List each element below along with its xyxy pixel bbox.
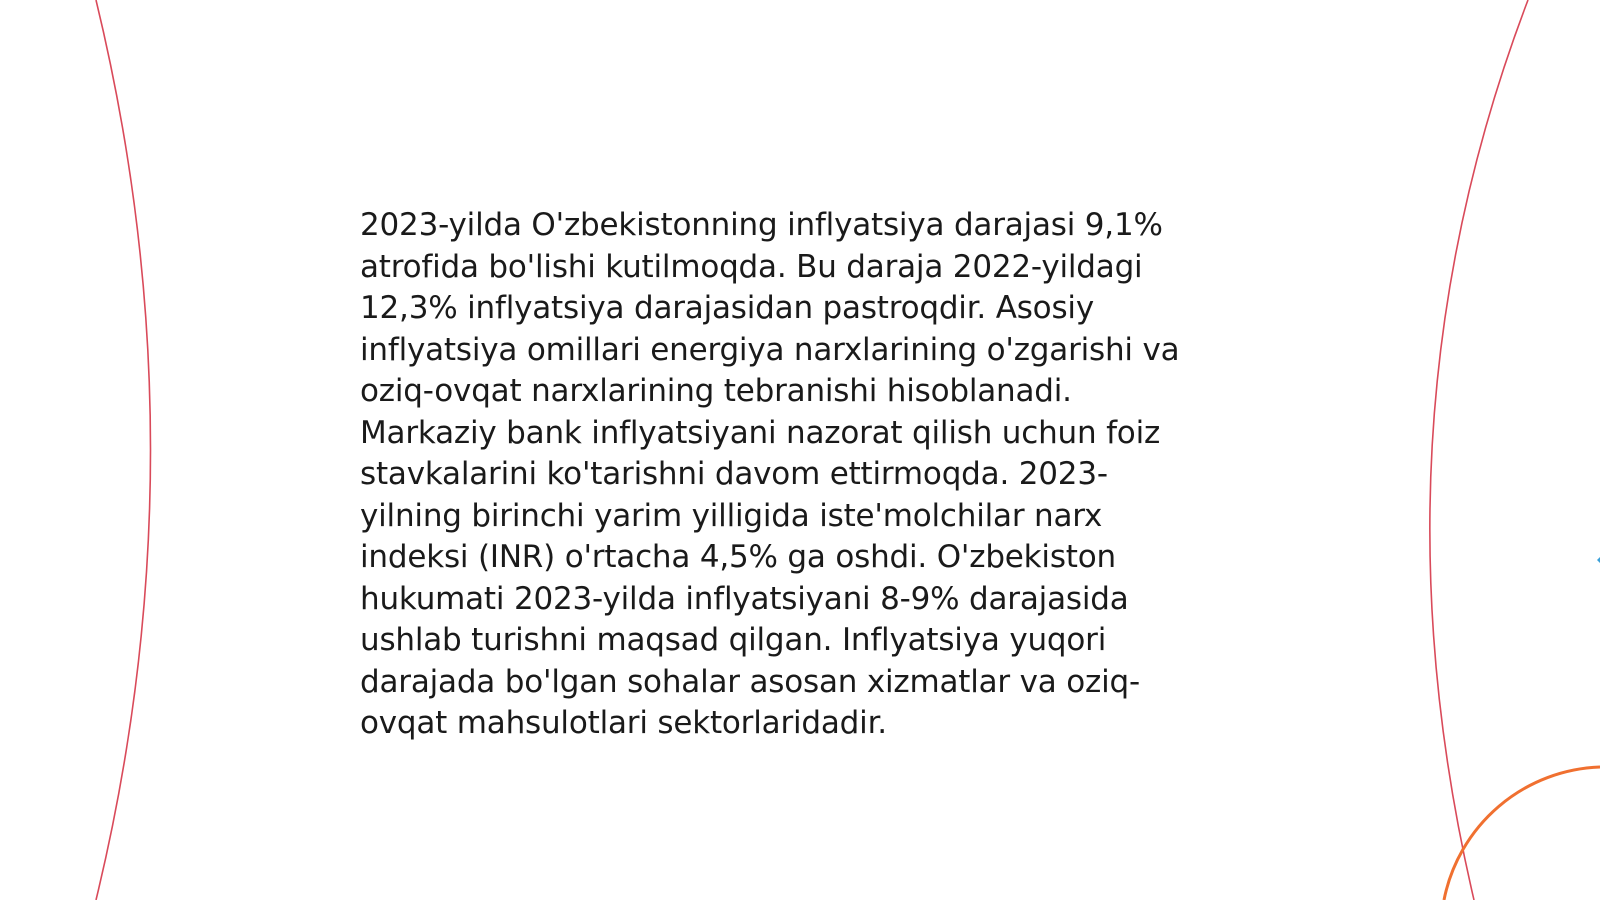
right-arc bbox=[1430, 0, 1528, 900]
accent-circle-arc bbox=[1444, 767, 1600, 900]
body-paragraph bbox=[360, 205, 1240, 745]
text-line: 2023-yilda O'zbekistonning inflyatsiya darajasi 9,1% bbox=[360, 207, 1163, 243]
text-line: oziq-ovqat narxlarining tebranishi hisoblanadi. bbox=[360, 373, 1072, 409]
left-arc bbox=[96, 0, 151, 900]
text-line: yilning birinchi yarim yilligida iste'molchilar narx bbox=[360, 497, 1103, 534]
text-line: inflyatsiya omillari energiya narxlarining o'zgarishi va bbox=[360, 331, 1180, 368]
text-line: ushlab turishni maqsad qilgan. Inflyatsiya yuqori bbox=[360, 622, 1107, 658]
text-line: stavkalarini ko'tarishni davom ettirmoqda. 2023- bbox=[360, 456, 1108, 492]
text-line: ovqat mahsulotlari sektorlaridadir. bbox=[360, 705, 887, 741]
text-line: darajada bo'lgan sohalar asosan xizmatlar va oziq- bbox=[360, 663, 1140, 700]
text-line: indeksi (INR) o'rtacha 4,5% ga oshdi. O'zbekiston bbox=[360, 539, 1116, 575]
text-line: Markaziy bank inflyatsiyani nazorat qilish uchun foiz bbox=[360, 414, 1161, 451]
text-line: atrofida bo'lishi kutilmoqda. Bu daraja 2022-yildagi bbox=[360, 248, 1143, 285]
text-line: 12,3% inflyatsiya darajasidan pastroqdir. Asosiy bbox=[360, 290, 1094, 326]
text-line: hukumati 2023-yilda inflyatsiyani 8-9% darajasida bbox=[360, 580, 1129, 617]
